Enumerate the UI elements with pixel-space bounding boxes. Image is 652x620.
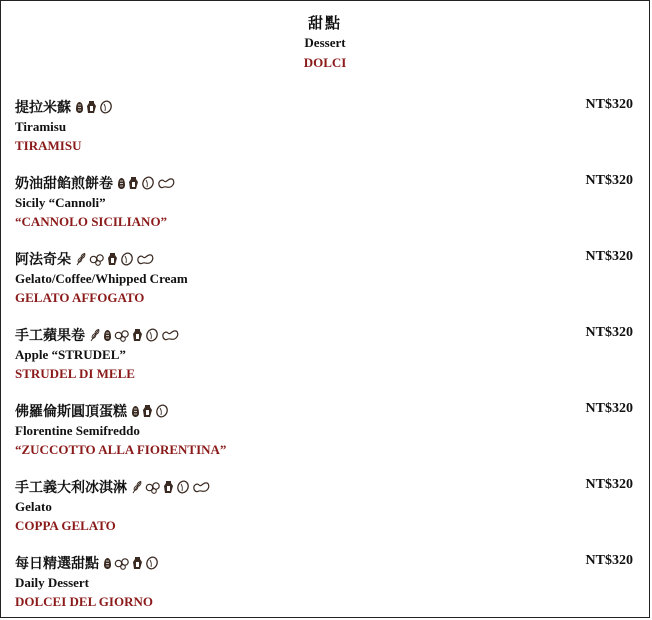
- egg-icon: [103, 557, 112, 570]
- soy-icon: [89, 253, 105, 266]
- egg-icon: [131, 405, 140, 418]
- allergen-icons: [131, 480, 210, 494]
- milk-icon: [163, 480, 174, 494]
- nut-icon: [120, 252, 134, 266]
- nut-icon: [99, 100, 113, 114]
- allergen-icons: [75, 252, 154, 266]
- item-price: NT$320: [585, 325, 633, 340]
- menu-item: [15, 325, 633, 385]
- milk-icon: [128, 176, 139, 190]
- egg-icon: [103, 329, 112, 342]
- nut-icon: [145, 556, 159, 570]
- item-price: NT$320: [585, 553, 633, 568]
- item-name-en: Tiramisu: [15, 119, 67, 134]
- peanut-icon: [136, 253, 154, 266]
- item-name-zh: 每日精選甜點: [15, 556, 99, 572]
- item-name-zh: 手工蘋果卷: [15, 328, 85, 344]
- peanut-icon: [157, 177, 175, 190]
- item-name-en: Daily Dessert: [15, 575, 90, 590]
- item-price: NT$320: [585, 249, 633, 264]
- menu-item: [15, 401, 633, 461]
- section-title-en: Dessert: [304, 35, 346, 50]
- item-name-zh: 提拉米蘇: [15, 100, 71, 116]
- allergen-icons: [131, 404, 169, 418]
- wheat-icon: [89, 328, 101, 342]
- allergen-icons: [103, 556, 159, 570]
- milk-icon: [86, 100, 97, 114]
- item-name-zh: 奶油甜餡煎餅卷: [15, 176, 113, 192]
- item-name-it: “CANNOLO SICILIANO”: [15, 214, 168, 229]
- allergen-icons: [117, 176, 175, 190]
- section-title-it: DOLCI: [303, 55, 347, 70]
- item-name-it: STRUDEL DI MELE: [15, 366, 135, 381]
- item-name-zh: 手工義大利冰淇淋: [15, 480, 127, 496]
- section-title-zh: 甜點: [307, 14, 342, 32]
- item-name-it: COPPA GELATO: [15, 518, 116, 533]
- item-name-en: Apple “STRUDEL”: [15, 347, 126, 362]
- peanut-icon: [161, 329, 179, 342]
- allergen-icons: [75, 100, 113, 114]
- item-price: NT$320: [585, 477, 633, 492]
- menu-item: [15, 477, 633, 537]
- wheat-icon: [131, 480, 143, 494]
- item-name-zh: 佛羅倫斯圓頂蛋糕: [15, 404, 127, 420]
- soy-icon: [114, 557, 130, 570]
- item-name-en: Sicily “Cannoli”: [15, 195, 106, 210]
- nut-icon: [155, 404, 169, 418]
- item-name-it: GELATO AFFOGATO: [15, 290, 145, 305]
- item-name-it: TIRAMISU: [15, 138, 82, 153]
- wheat-icon: [75, 252, 87, 266]
- allergen-icons: [89, 328, 179, 342]
- item-name-en: Florentine Semifreddo: [15, 423, 140, 438]
- menu-item: [15, 553, 633, 613]
- item-price: NT$320: [585, 97, 633, 112]
- milk-icon: [132, 328, 143, 342]
- item-name-it: DOLCEI DEL GIORNO: [15, 594, 153, 609]
- milk-icon: [132, 556, 143, 570]
- item-name-en: Gelato: [15, 499, 52, 514]
- soy-icon: [145, 481, 161, 494]
- soy-icon: [114, 329, 130, 342]
- nut-icon: [141, 176, 155, 190]
- egg-icon: [75, 101, 84, 114]
- menu-item: [15, 97, 633, 157]
- item-name-zh: 阿法奇朵: [15, 252, 71, 268]
- peanut-icon: [192, 481, 210, 494]
- milk-icon: [142, 404, 153, 418]
- menu-item: [15, 249, 633, 309]
- item-price: NT$320: [585, 401, 633, 416]
- item-name-it: “ZUCCOTTO ALLA FIORENTINA”: [15, 442, 227, 457]
- milk-icon: [107, 252, 118, 266]
- item-price: NT$320: [585, 173, 633, 188]
- menu-header: [1, 13, 649, 73]
- nut-icon: [145, 328, 159, 342]
- item-name-en: Gelato/Coffee/Whipped Cream: [15, 271, 188, 286]
- nut-icon: [176, 480, 190, 494]
- menu-item: [15, 173, 633, 233]
- egg-icon: [117, 177, 126, 190]
